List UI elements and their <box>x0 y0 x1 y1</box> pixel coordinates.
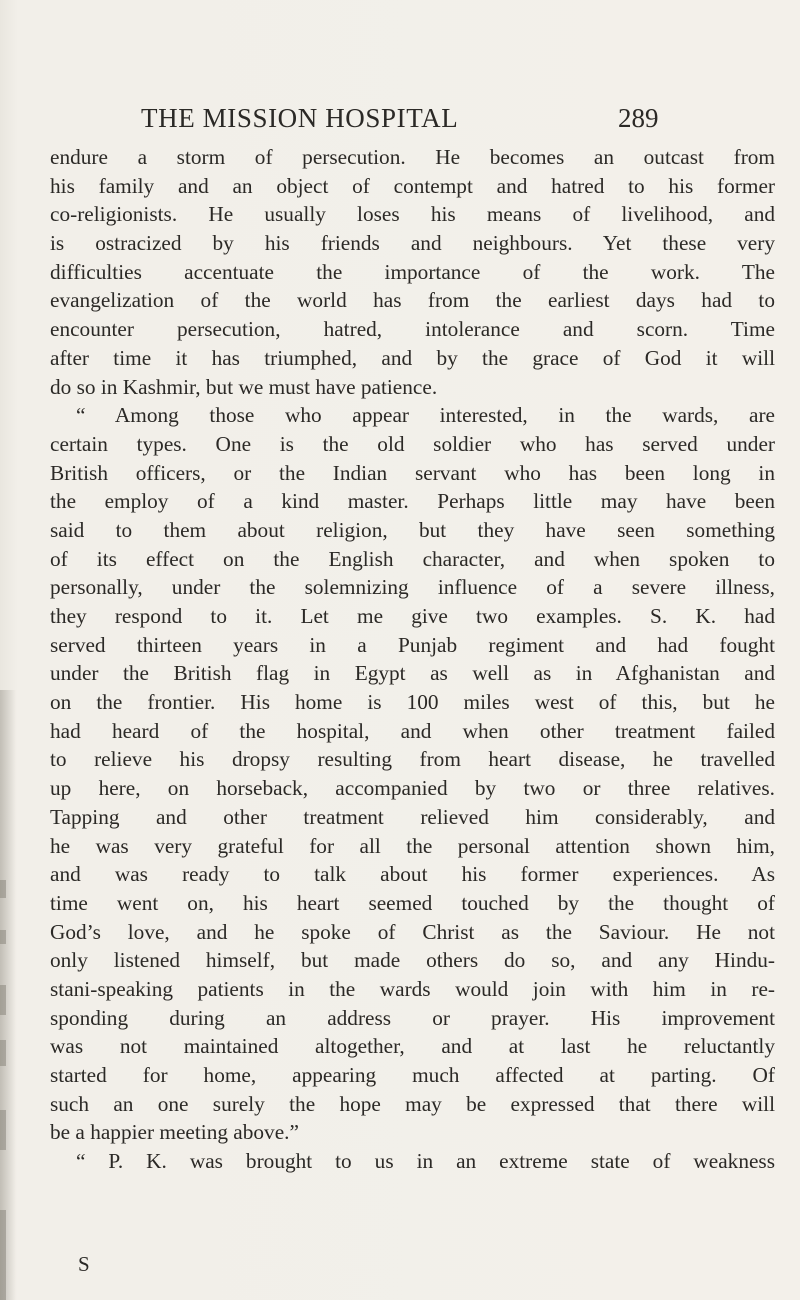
body-text <box>50 143 775 1176</box>
text-line: difficulties accentuate the importance of the work. The <box>50 259 775 284</box>
running-head <box>0 103 800 137</box>
text-line: had heard of the hospital, and when other treatment failed <box>50 718 775 743</box>
text-line: the employ of a kind master. Perhaps little may have been <box>50 489 775 514</box>
text-line: of its effect on the English character, and when spoken to <box>50 546 775 571</box>
text-line: time went on, his heart seemed touched by the thought of <box>50 890 775 915</box>
text-line: evangelization of the world has from the earliest days had to <box>50 288 775 313</box>
text-line: Tapping and other treatment relieved him considerably, and <box>50 804 775 829</box>
text-line: on the frontier. His home is 100 miles west of this, but he <box>50 690 775 715</box>
text-line: be a happier meeting above.” <box>50 1120 299 1145</box>
text-line: his family and an object of contempt and hatred to his former <box>50 173 775 198</box>
binding-edge-mark <box>0 985 6 1015</box>
text-line: to relieve his dropsy resulting from heart disease, he travelled <box>50 747 775 772</box>
text-line: they respond to it. Let me give two examples. S. K. had <box>50 604 775 628</box>
binding-edge-mark <box>0 1210 6 1300</box>
text-line: under the British flag in Egypt as well as in Afghanistan and <box>50 661 775 686</box>
text-line: do so in Kashmir, but we must have patience. <box>50 374 438 399</box>
text-line: only listened himself, but made others do so, and any Hindu- <box>50 948 775 973</box>
text-line: stani-speaking patients in the wards would join with him in re- <box>50 976 775 1001</box>
text-line: he was very grateful for all the personal attention shown him, <box>50 833 775 858</box>
text-line: such an one surely the hope may be expressed that there will <box>50 1091 775 1116</box>
binding-edge-mark <box>0 930 6 944</box>
text-line: after time it has triumphed, and by the grace of God it will <box>50 345 775 370</box>
binding-edge-mark <box>0 880 6 898</box>
binding-edge-mark <box>0 1040 6 1066</box>
text-line: “ Among those who appear interested, in the wards, are <box>76 403 775 428</box>
text-line: “ P. K. was brought to us in an extreme state of weakness <box>76 1149 775 1174</box>
text-line: endure a storm of persecution. He becomes an outcast from <box>50 145 775 169</box>
page-number: 289 <box>618 103 659 133</box>
text-line: is ostracized by his friends and neighbours. Yet these very <box>50 231 775 256</box>
signature-mark: S <box>78 1252 90 1276</box>
text-line: said to them about religion, but they have seen something <box>50 517 775 542</box>
text-line: God’s love, and he spoke of Christ as the Saviour. He not <box>50 919 775 944</box>
binding-edge-mark <box>0 1110 6 1150</box>
text-line: up here, on horseback, accompanied by two or three relatives. <box>50 776 775 801</box>
text-line: was not maintained altogether, and at last he reluctantly <box>50 1034 775 1059</box>
text-line: personally, under the solemnizing influence of a severe illness, <box>50 575 775 600</box>
text-line: sponding during an address or prayer. His improvement <box>50 1005 775 1030</box>
text-line: co-religionists. He usually loses his means of livelihood, and <box>50 202 775 227</box>
text-line: encounter persecution, hatred, intolerance and scorn. Time <box>50 317 775 342</box>
running-title: THE MISSION HOSPITAL <box>141 103 459 133</box>
text-line: served thirteen years in a Punjab regiment and had fought <box>50 632 775 657</box>
text-line: and was ready to talk about his former experiences. As <box>50 862 775 887</box>
text-line: started for home, appearing much affected at parting. Of <box>50 1063 775 1087</box>
text-line: certain types. One is the old soldier who has served under <box>50 431 775 456</box>
text-line: British officers, or the Indian servant who has been long in <box>50 460 775 485</box>
